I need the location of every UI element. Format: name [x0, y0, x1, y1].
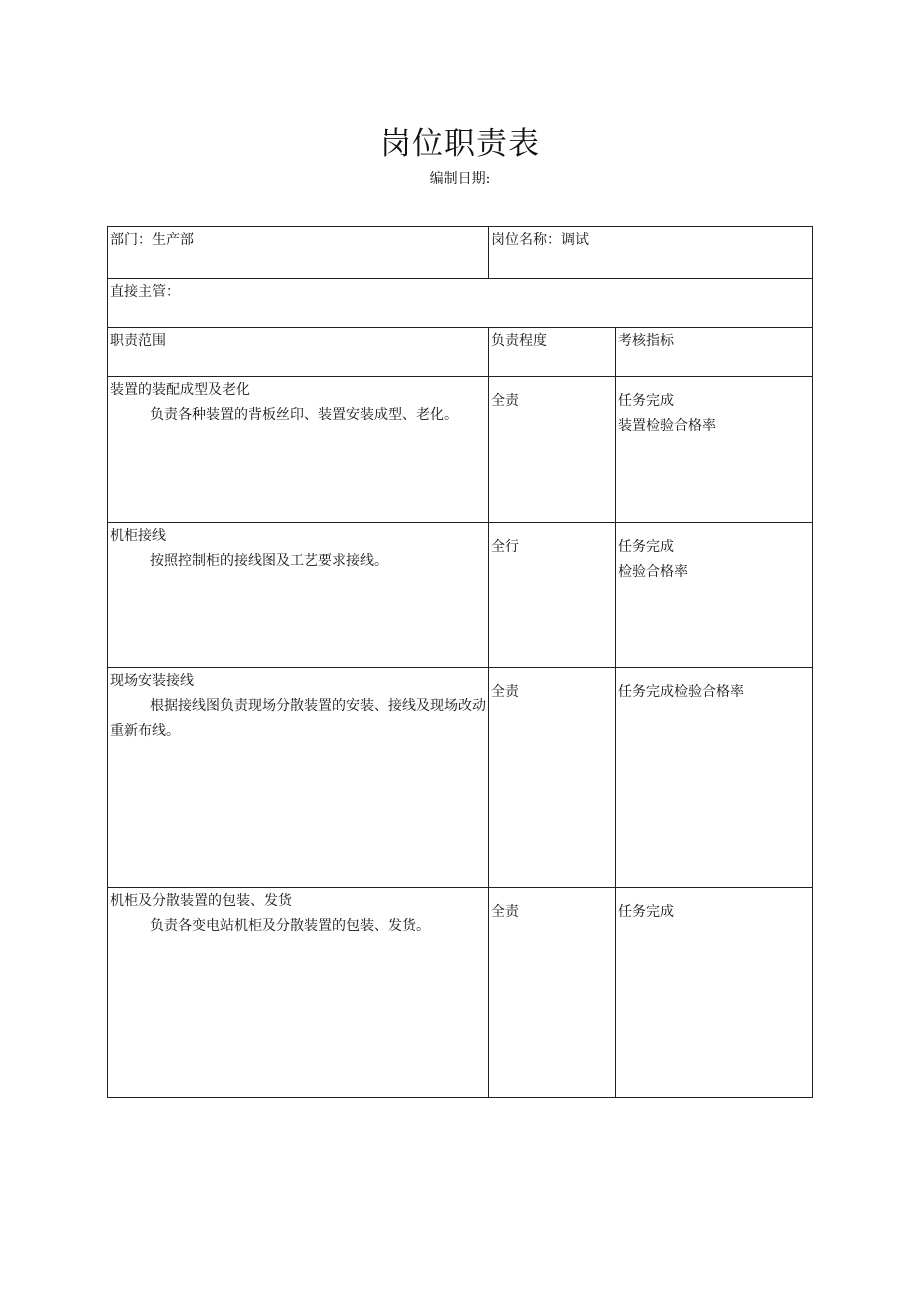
duty-metric: 检验合格率	[618, 564, 688, 580]
column-header-metrics: 考核指标	[616, 328, 813, 377]
duty-metric: 任务完成	[618, 904, 674, 920]
duty-metrics-cell	[616, 888, 813, 1098]
duty-scope-cell	[108, 888, 489, 1098]
duty-heading: 机柜接线	[110, 528, 166, 544]
document-title: 岗位职责表	[380, 126, 540, 162]
duty-scope-cell	[108, 523, 489, 668]
duty-scope-cell	[108, 668, 489, 888]
duty-responsibility-cell	[489, 668, 616, 888]
duty-metrics-cell	[616, 668, 813, 888]
duty-responsibility: 全责	[491, 684, 519, 700]
duty-metric: 任务完成检验合格率	[618, 684, 744, 700]
department-cell: 部门：生产部	[108, 227, 489, 279]
duty-row	[108, 668, 813, 888]
column-header-responsibility: 负责程度	[489, 328, 616, 377]
supervisor-cell: 直接主管：	[108, 279, 813, 328]
duty-responsibility-cell	[489, 377, 616, 523]
column-header-row	[108, 328, 813, 377]
duty-responsibility-cell	[489, 523, 616, 668]
compile-date-label: 编制日期:	[429, 171, 491, 187]
duty-scope-cell	[108, 377, 489, 523]
duty-responsibility: 全责	[491, 904, 519, 920]
duty-row	[108, 888, 813, 1098]
duty-description: 负责各变电站机柜及分散装置的包装、发货。	[150, 918, 430, 934]
duty-heading: 现场安装接线	[110, 673, 194, 689]
duty-responsibility-cell	[489, 888, 616, 1098]
position-cell: 岗位名称：调试	[489, 227, 813, 279]
duty-metrics-cell	[616, 523, 813, 668]
duty-row	[108, 377, 813, 523]
duty-metrics-cell	[616, 377, 813, 523]
duty-description: 按照控制柜的接线图及工艺要求接线。	[150, 553, 388, 569]
duty-metric: 装置检验合格率	[618, 418, 716, 434]
column-header-scope: 职责范围	[108, 328, 489, 377]
duty-heading: 装置的装配成型及老化	[110, 382, 250, 398]
duty-responsibility: 全责	[491, 393, 519, 409]
header-row-department	[108, 227, 813, 279]
duty-metric: 任务完成	[618, 539, 674, 555]
duty-description: 负责各种装置的背板丝印、装置安装成型、老化。	[150, 407, 458, 423]
header-row-supervisor	[108, 279, 813, 328]
duty-metric: 任务完成	[618, 393, 674, 409]
job-responsibility-table	[107, 226, 813, 1098]
duty-description: 根据接线图负责现场分散装置的安装、接线及现场改动重新布线。	[110, 698, 486, 739]
duty-responsibility: 全行	[491, 539, 519, 555]
duty-heading: 机柜及分散装置的包装、发货	[110, 893, 292, 909]
duty-row	[108, 523, 813, 668]
